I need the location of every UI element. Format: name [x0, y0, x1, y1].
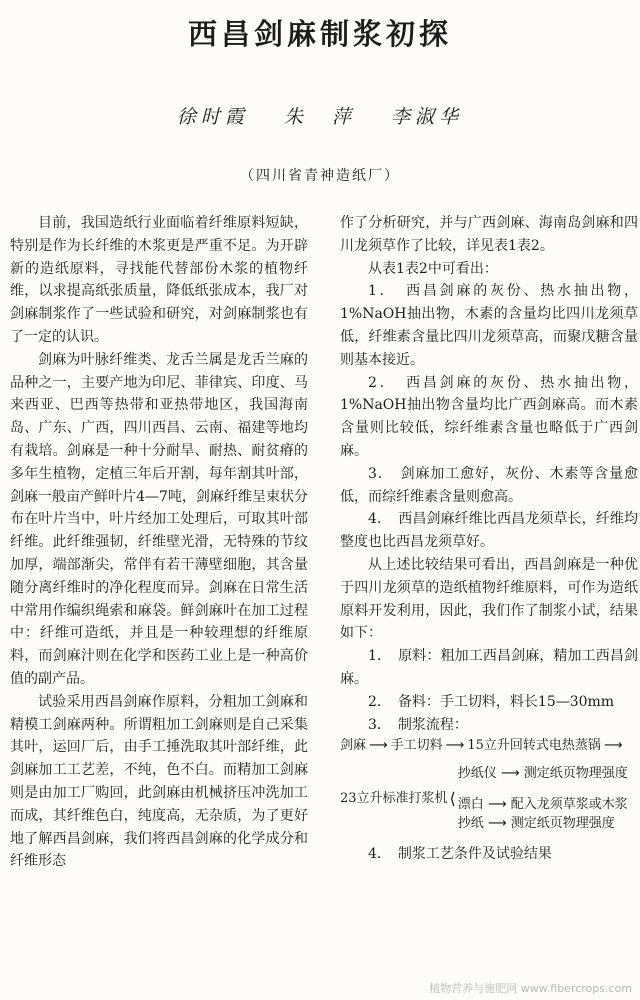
flow-node: 抄纸仪 — [457, 766, 497, 782]
paragraph: 从上述比较结果可看出，西昌剑麻是一种优于四川龙须草的造纸植物纤维原料，可作为造纸原料开发利用，因此，我们作了制浆小试，结果如下： — [340, 556, 638, 642]
paragraph: 试验采用西昌剑麻作原料，分粗加工剑麻和精模工剑麻两种。所谓粗加工剑麻则是自己采集其叶，运回厂后，由手工捶洗取其叶部纤维，此剑麻加工工艺差，不纯，色不白。而精加工剑麻则是由加工厂购回，此剑麻由机械挤压冲洗加工而成，其纤维色白，纯度高，无杂质，为了更好地了解西昌剑麻，我们将西昌剑麻的化学成分和纤维形态 — [10, 693, 308, 870]
flow-branch-row — [458, 795, 638, 833]
step-item: 3． 制浆流程： — [368, 716, 468, 733]
paragraph: 剑麻为叶脉纤维类、龙舌兰属是龙舌兰麻的品种之一，主要产地为印尼、菲律宾、印度、马来西亚、巴西等热带和亚热带地区，我国海南岛、广东、广西，四川西昌、云南、福建等地均有栽培。剑麻是一种十分耐旱、耐热、耐贫瘠的多年生植物，定植三年后开割，每年割其叶部，剑麻一般亩产鲜叶片4—7吨，剑麻纤维呈束状分布在叶片当中，叶片经加工处理后，可取其叶部纤维。此纤维强韧，纤维壁光滑，无特殊的节纹加厚，端部渐尖，常伴有若干薄壁细胞，其含量随分离纤维时的净化程度而异。剑麻在日常生活中常用作编织绳索和麻袋。鲜剑麻叶在加工过程中：纤维可造纸，并且是一种较理想的纤维原料，而剑麻汁则在化学和医药工业上是一种高价值的副产品。 — [10, 351, 308, 687]
process-flow-diagram — [340, 736, 638, 833]
flow-branch — [340, 764, 638, 833]
arrow-icon: ⟶ — [487, 816, 507, 832]
finding-item: 2． 西昌剑麻的灰份、热水抽出物，1%NaOH抽出物含量均比广西剑麻高。而木素含量则比较低，综纤维素含量也略低于广西剑麻。 — [340, 374, 638, 459]
flow-branch-targets — [458, 764, 638, 833]
fork-arrow-icon: ⟨ — [449, 788, 456, 808]
flow-branch-row — [458, 764, 638, 783]
flow-node: 23立升标准打浆机 — [340, 790, 448, 806]
affiliation: （四川省青神造纸厂） — [240, 168, 400, 184]
finding-item: 4． 西昌剑麻纤维比西昌龙须草长，纤维均整度也比西昌龙须草好。 — [340, 511, 638, 551]
flow-node: 漂白 — [457, 797, 484, 813]
authors — [0, 102, 640, 129]
author-name: 徐时霞 — [176, 106, 249, 128]
flow-row — [340, 736, 638, 756]
flow-node: 手工切料 — [390, 738, 443, 754]
paragraph-continued: 作了分析研究，并与广西剑麻、海南岛剑麻和四川龙须草作了比较，详见表1表2。 — [340, 215, 638, 254]
author-name: 朱 萍 — [283, 106, 356, 128]
flow-node: 剑麻 — [340, 738, 367, 754]
watermark: 植物营养与施肥网 www.fibercrops.com — [429, 982, 632, 995]
right-column — [340, 212, 638, 866]
arrow-icon: ⟶ — [603, 738, 623, 754]
step-item: 2． 备料：手工切料，料长15—30mm — [368, 693, 615, 710]
paragraph: 目前，我国造纸行业面临着纤维原料短缺，特别是作为长纤维的木浆更是严重不足。为开辟新的造纸原料，寻找能代替部份木浆的植物纤维，以求提高纸张质量，降低纸张成本，我厂对剑麻制浆作了一些试验和研究，对剑麻制浆也有了一定的认识。 — [10, 215, 308, 345]
author-name: 李淑华 — [391, 106, 464, 128]
flow-node: 配入龙须草浆或木浆抄纸 — [457, 797, 628, 832]
article-title: 西昌剑麻制浆初探 — [187, 17, 452, 51]
arrow-icon: ⟶ — [445, 738, 465, 754]
arrow-icon: ⟶ — [369, 738, 388, 754]
left-column — [10, 212, 308, 873]
paragraph: 从表1表2中可看出： — [368, 260, 498, 277]
arrow-icon: ⟶ — [500, 766, 520, 782]
arrow-icon: ⟶ — [487, 797, 507, 813]
step-item: 1． 原料：粗加工西昌剑麻，精加工西昌剑麻。 — [340, 648, 638, 687]
flow-node: 15立升回转式电热蒸锅 — [467, 738, 601, 754]
step-item: 4． 制浆工艺条件及试验结果 — [368, 846, 552, 863]
finding-item: 3． 剑麻加工愈好，灰份、木素等含量愈低，而综纤维素含量则愈高。 — [340, 465, 638, 505]
flow-node: 测定纸页物理强度 — [523, 766, 628, 782]
flow-node: 测定纸页物理强度 — [510, 816, 615, 832]
finding-item: 1． 西昌剑麻的灰份、热水抽出物，1%NaOH抽出物，木素的含量均比四川龙须草低，纤维素含量比四川龙须草高，而聚戊糖含量则基本接近。 — [340, 283, 638, 368]
